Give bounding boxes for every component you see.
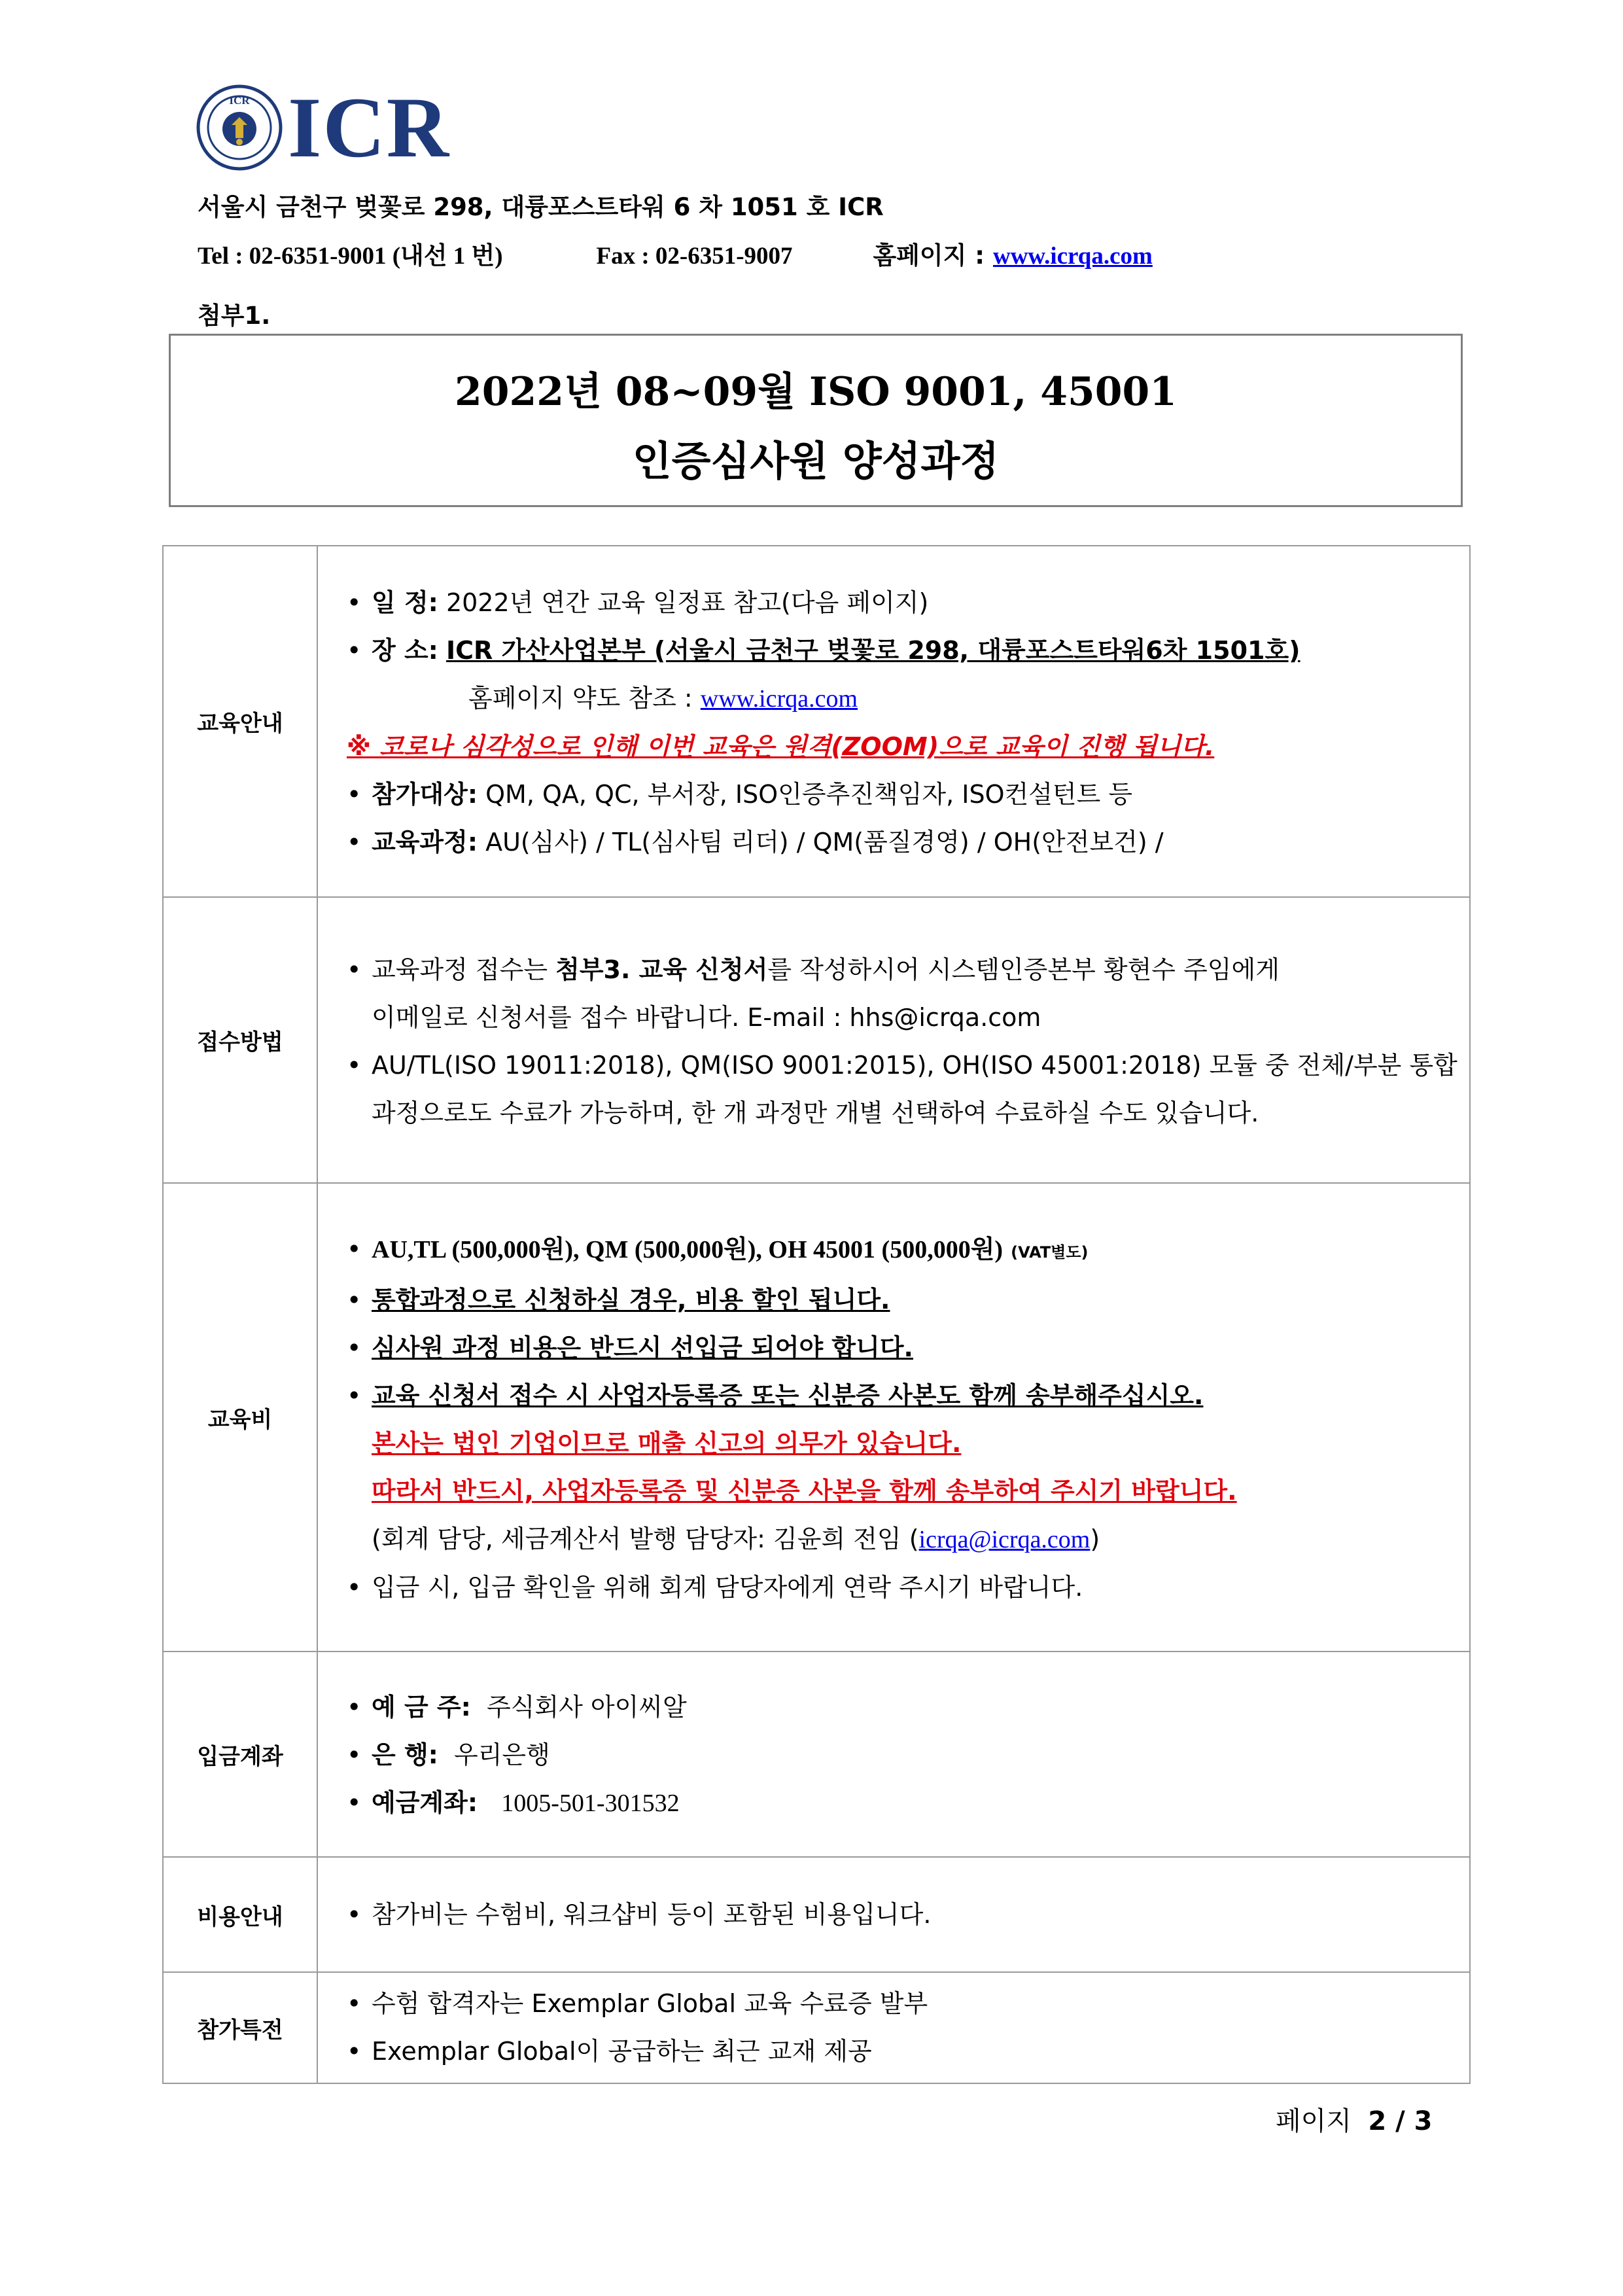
row-label-application: 접수방법 xyxy=(163,897,317,1183)
contact-line xyxy=(198,236,1153,271)
map-link[interactable]: www.icrqa.com xyxy=(700,685,858,713)
prepay-note: 심사원 과정 비용은 반드시 선입금 되어야 합니다. xyxy=(372,1333,913,1362)
title-box xyxy=(169,334,1463,507)
accounting-contact: (회계 담당, 세금계산서 발행 담당자: 김윤희 전임 ( xyxy=(372,1525,919,1553)
fee-content: • AU,TL (500,000원), QM (500,000원), OH 45001 (500,000원) (VAT별도) • 통합과정으로 신청하실 경우, 비용 할인 됩니다. • 심사원 과정 비용은 반드시 선입금 되어야 합니다. • 교육 신청서 접수 시 사업자등록증 또는 신분증 사본도 함께 송부해주십시오. 본사는 법인 기업이므로 매출 신고의 의무가 있습니다. 따라서 반드시, 사업자등록증 및 신분증 사본을 함께 송부하여 주시기 바랍니다. (회계 담당, 세금계산서 발행 담당자: 김윤희 전임 (icrqa@icrqa.com) • 입금 시, 입금 확인을 위해 회계 담당자에게 연락 주시기 바랍니다. xyxy=(317,1183,1470,1651)
page-label: 페이지 xyxy=(1276,2106,1352,2136)
cost-content: • 참가비는 수험비, 워크샵비 등이 포함된 비용입니다. xyxy=(317,1857,1470,1972)
application-text: 교육과정 접수는 xyxy=(372,955,556,984)
homepage-link[interactable]: www.icrqa.com xyxy=(992,243,1153,270)
address-line xyxy=(198,187,884,222)
holder-key: 예 금 주: xyxy=(372,1693,471,1722)
fee-price: AU,TL (500,000원), QM (500,000원), OH 45001 (500,000원) xyxy=(372,1236,1003,1263)
accounting-email-link[interactable]: icrqa@icrqa.com xyxy=(918,1526,1091,1553)
target-key: 참가대상: xyxy=(372,780,478,809)
address: 서울시 금천구 벚꽃로 298, 대륭포스트타워 6 차 1051 호 ICR xyxy=(198,193,884,221)
account-number: 1005-501-301532 xyxy=(501,1790,680,1817)
schedule-key: 일 정: xyxy=(372,588,438,617)
table-row xyxy=(163,1183,1470,1651)
education-info-content: • 일 정: 2022년 연간 교육 일정표 참고(다음 페이지) • 장 소: ICR 가산사업본부 (서울시 금천구 벚꽃로 298, 대륭포스트타워6차 1501호) 홈페이지 약도 참조 : www.icrqa.com ※ 코로나 심각성으로 인해 이번 교육은 원격(ZOOM)으로 교육이 진행 됩니다. • 참가대상: QM, QA, QC, 부서장, ISO인증추진책임자, ISO컨설턴트 등 • 교육과정: AU(심사) / TL(심사팀 리더) / QM(품질경영) / OH(안전보건) / xyxy=(317,546,1470,897)
bank-key: 은 행: xyxy=(372,1740,438,1769)
table-row xyxy=(163,897,1470,1183)
row-label-education-info: 교육안내 xyxy=(163,546,317,897)
benefit-content: • 수험 합격자는 Exemplar Global 교육 수료증 발부 • Exemplar Global이 공급하는 최근 교재 제공 xyxy=(317,1972,1470,2083)
course-value: AU(심사) / TL(심사팀 리더) / QM(품질경영) / OH(안전보건) / xyxy=(485,828,1164,857)
place-value: ICR 가산사업본부 (서울시 금천구 벚꽃로 298, 대륭포스트타워6차 1501호) xyxy=(445,636,1300,665)
application-content: • 교육과정 접수는 첨부3. 교육 신청서를 작성하시어 시스템인증본부 황현수 주임에게 이메일로 신청서를 접수 바랍니다. E-mail : hhs@icrqa.com • AU/TL(ISO 19011:2018), QM(ISO 9001:2015), OH(ISO 45001:2018) 모듈 중 전체/부분 통합 과정으로도 수료가 가능하며, 한 개 과정만 개별 선택하여 수료하실 수도 있습니다. xyxy=(317,897,1470,1183)
icr-logo xyxy=(196,79,451,175)
homepage-label: 홈페이지 : xyxy=(873,241,985,270)
account-key: 예금계좌: xyxy=(372,1788,478,1817)
bank-value: 우리은행 xyxy=(454,1740,550,1769)
vat-note: (VAT별도) xyxy=(1011,1243,1089,1262)
map-text: 홈페이지 약도 참조 : xyxy=(468,684,701,713)
table-row xyxy=(163,546,1470,897)
deposit-note: 입금 시, 입금 확인을 위해 회계 담당자에게 연락 주시기 바랍니다. xyxy=(372,1573,1083,1602)
application-text-cont: 를 작성하시어 시스템인증본부 황현수 주임에게 xyxy=(767,955,1280,984)
module-info-cont: 과정으로도 수료가 가능하며, 한 개 과정만 개별 선택하여 수료하실 수도 있습니다. xyxy=(372,1098,1259,1127)
holder-value: 주식회사 아이씨알 xyxy=(486,1693,687,1722)
accounting-contact-end: ) xyxy=(1090,1525,1100,1553)
benefit-textbook: Exemplar Global이 공급하는 최근 교재 제공 xyxy=(372,2037,872,2066)
table-row xyxy=(163,1857,1470,1972)
icr-seal-icon xyxy=(196,84,283,171)
course-key: 교육과정: xyxy=(372,828,478,857)
cost-text: 참가비는 수험비, 워크샵비 등이 포함된 비용입니다. xyxy=(372,1899,932,1929)
row-label-benefit: 참가특전 xyxy=(163,1972,317,2083)
seal-text: ICR xyxy=(229,94,250,107)
logo-wordmark: ICR xyxy=(288,79,451,175)
application-email: 이메일로 신청서를 접수 바랍니다. E-mail : hhs@icrqa.com xyxy=(372,1002,1041,1032)
schedule-value: 2022년 연간 교육 일정표 참고(다음 페이지) xyxy=(445,588,929,617)
fax: Fax : 02-6351-9007 xyxy=(596,243,793,270)
course-info-table xyxy=(162,545,1471,2084)
table-row xyxy=(163,1972,1470,2083)
benefit-certificate: 수험 합격자는 Exemplar Global 교육 수료증 발부 xyxy=(372,1989,928,2018)
page-number xyxy=(1276,2100,1432,2138)
module-info: AU/TL(ISO 19011:2018), QM(ISO 9001:2015), OH(ISO 45001:2018) 모듈 중 전체/부분 통합 xyxy=(372,1050,1457,1080)
page-title: 2022년 08~09월 ISO 9001, 45001 xyxy=(454,369,1177,415)
row-label-cost: 비용안내 xyxy=(163,1857,317,1972)
account-content: • 예 금 주: 주식회사 아이씨알 • 은 행: 우리은행 • 예금계좌: 1005-501-301532 xyxy=(317,1651,1470,1857)
attachment-label: 첨부1. xyxy=(198,302,271,330)
page-subtitle: 인증심사원 양성과정 xyxy=(632,437,1000,485)
application-form-ref: 첨부3. 교육 신청서 xyxy=(555,955,768,984)
page-count: 2 / 3 xyxy=(1368,2106,1433,2136)
row-label-fee: 교육비 xyxy=(163,1183,317,1651)
docs-note: 교육 신청서 접수 시 사업자등록증 또는 신분증 사본도 함께 송부해주십시오. xyxy=(372,1381,1204,1410)
tax-notice-cont: 따라서 반드시, 사업자등록증 및 신분증 사본을 함께 송부하여 주시기 바랍니다. xyxy=(372,1477,1237,1506)
target-value: QM, QA, QC, 부서장, ISO인증추진책임자, ISO컨설턴트 등 xyxy=(485,780,1133,809)
remote-notice: ※ 코로나 심각성으로 인해 이번 교육은 원격(ZOOM)으로 교육이 진행 됩니다. xyxy=(347,732,1215,761)
tel: Tel : 02-6351-9001 (내선 1 번) xyxy=(198,243,503,270)
tax-notice: 본사는 법인 기업이므로 매출 신고의 의무가 있습니다. xyxy=(372,1429,962,1458)
place-key: 장 소: xyxy=(372,636,438,665)
table-row xyxy=(163,1651,1470,1857)
discount-note: 통합과정으로 신청하실 경우, 비용 할인 됩니다. xyxy=(372,1286,890,1315)
row-label-account: 입금계좌 xyxy=(163,1651,317,1857)
